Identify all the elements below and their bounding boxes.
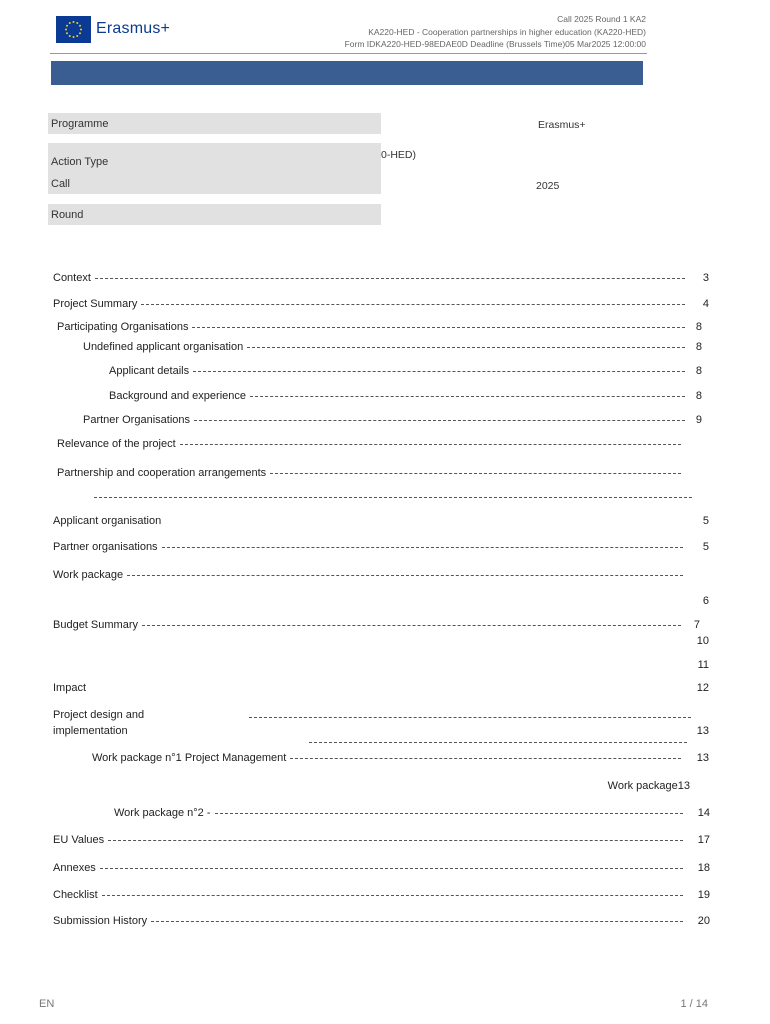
toc-item[interactable]: Budget Summary (53, 619, 687, 633)
toc-item[interactable]: Checklist (53, 889, 689, 903)
call-value: 2025 (536, 180, 560, 192)
toc-page: 7 (693, 619, 700, 631)
toc-item[interactable]: implementation (53, 725, 128, 737)
toc-item[interactable]: Context (53, 272, 691, 286)
toc-item[interactable]: Project Summary (53, 298, 691, 312)
toc-item[interactable]: Participating Organisations (57, 321, 691, 335)
toc-item[interactable]: Partner organisations (53, 541, 689, 555)
toc-item[interactable]: Work package n°2 - (114, 807, 689, 821)
toc-page: 13 (696, 752, 709, 764)
toc-page: 8 (695, 341, 702, 353)
programme-value: Erasmus+ (538, 119, 586, 131)
leader-line (249, 716, 691, 718)
toc-page: 6 (702, 595, 709, 607)
title-banner (51, 61, 643, 85)
toc-page: 3 (702, 272, 709, 284)
toc-item[interactable]: Partner Organisations (83, 414, 691, 428)
header-action: KA220-HED - Cooperation partnerships in higher education (KA220-HED) (368, 27, 646, 37)
toc-item[interactable]: Partnership and cooperation arrangements (57, 467, 687, 481)
programme-label: Programme (48, 113, 381, 134)
toc-item[interactable]: Impact (53, 682, 87, 694)
toc-item[interactable]: Undefined applicant organisation (83, 341, 691, 355)
toc-page: 20 (697, 915, 710, 927)
header-call: Call 2025 Round 1 KA2 (557, 14, 646, 24)
toc-page: 13 (696, 725, 709, 737)
toc-item[interactable]: Annexes (53, 862, 689, 876)
erasmus-logo (56, 15, 174, 43)
footer-language: EN (39, 998, 55, 1010)
action-type-label: Action Type (48, 143, 381, 174)
toc-item[interactable]: Applicant organisation (53, 515, 162, 527)
toc-page: 10 (696, 635, 709, 647)
toc-item[interactable]: Project design and (53, 709, 145, 721)
toc-item[interactable]: Work package (53, 569, 689, 583)
leader-line (309, 741, 687, 743)
action-type-value: 0-HED) (381, 149, 417, 161)
header-divider (50, 53, 647, 54)
toc-page: 12 (696, 682, 709, 694)
call-label: Call (48, 174, 381, 194)
toc-item[interactable]: EU Values (53, 834, 689, 848)
eu-flag-icon (56, 16, 91, 43)
toc-page: 9 (695, 414, 702, 426)
brand-name: Erasmus+ (96, 20, 171, 37)
toc-page: 19 (697, 889, 710, 901)
toc-page: 8 (695, 390, 702, 402)
toc-page: 18 (697, 862, 710, 874)
toc-page: 8 (695, 321, 702, 333)
toc-item[interactable]: Submission History (53, 915, 689, 929)
toc-page: 5 (702, 515, 709, 527)
round-label: Round (48, 204, 381, 225)
toc-page: 8 (695, 365, 702, 377)
toc-page: 14 (697, 807, 710, 819)
toc-item[interactable]: Work package n°1 Project Management (92, 752, 687, 766)
toc-page: 17 (697, 834, 710, 846)
toc-page: 11 (697, 659, 709, 671)
leader-line (94, 496, 692, 498)
toc-item[interactable]: Relevance of the project (57, 438, 687, 452)
toc-item[interactable]: Background and experience (109, 390, 691, 404)
toc-item[interactable]: Applicant details (109, 365, 691, 379)
footer-page-number: 1 / 14 (680, 998, 708, 1010)
toc-page: 5 (702, 541, 709, 553)
toc-item[interactable]: Work package13 (607, 780, 690, 792)
toc-page: 4 (702, 298, 709, 310)
header-form-id: Form IDKA220-HED-98EDAE0D Deadline (Brussels Time)05 Mar2025 12:00:00 (344, 39, 646, 49)
